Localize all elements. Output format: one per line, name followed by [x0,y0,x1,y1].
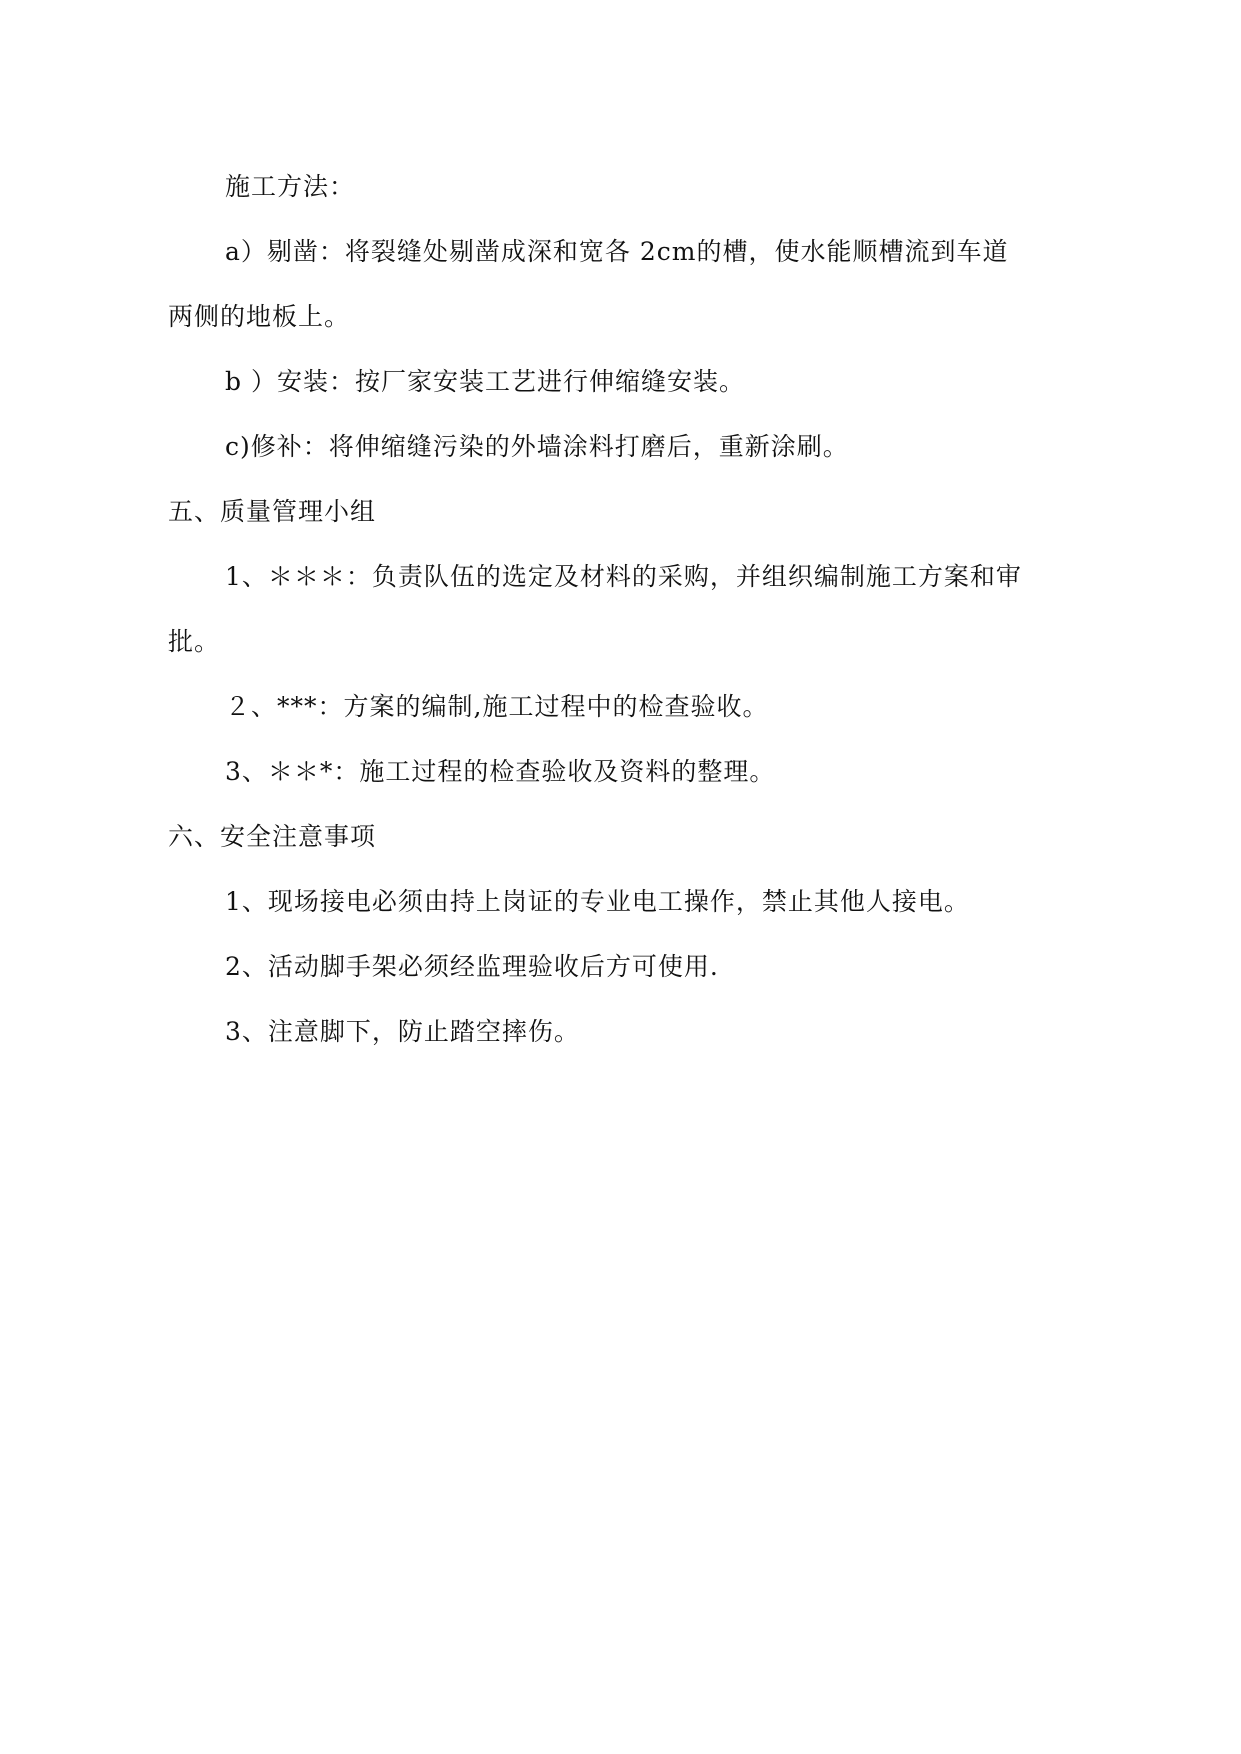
section-heading-quality-team: 五、质量管理小组 [168,497,377,526]
method-step-b: b ）安装：按厂家安装工艺进行伸缩缝安装。 [225,367,745,396]
section-heading-safety: 六、安全注意事项 [168,822,377,851]
method-step-a-continuation: 两侧的地板上。 [168,302,351,331]
method-step-c: c)修补：将伸缩缝污染的外墙涂料打磨后，重新涂刷。 [225,432,849,461]
quality-team-item-2: ２、***：方案的编制,施工过程中的检查验收。 [225,692,769,721]
safety-item-3: 3、注意脚下，防止踏空摔伤。 [225,1017,580,1046]
quality-team-item-3: 3、＊＊*：施工过程的检查验收及资料的整理。 [225,757,776,786]
safety-item-1: 1、现场接电必须由持上岗证的专业电工操作，禁止其他人接电。 [225,887,970,916]
quality-team-item-1: 1、＊＊＊：负责队伍的选定及材料的采购，并组织编制施工方案和审 [225,562,1022,591]
method-step-a: a）剔凿：将裂缝处剔凿成深和宽各 2cm的槽，使水能顺槽流到车道 [225,237,1009,266]
quality-team-item-1-continuation: 批。 [168,627,221,656]
construction-method-heading: 施工方法： [225,172,356,201]
safety-item-2: 2、活动脚手架必须经监理验收后方可使用. [225,952,719,981]
